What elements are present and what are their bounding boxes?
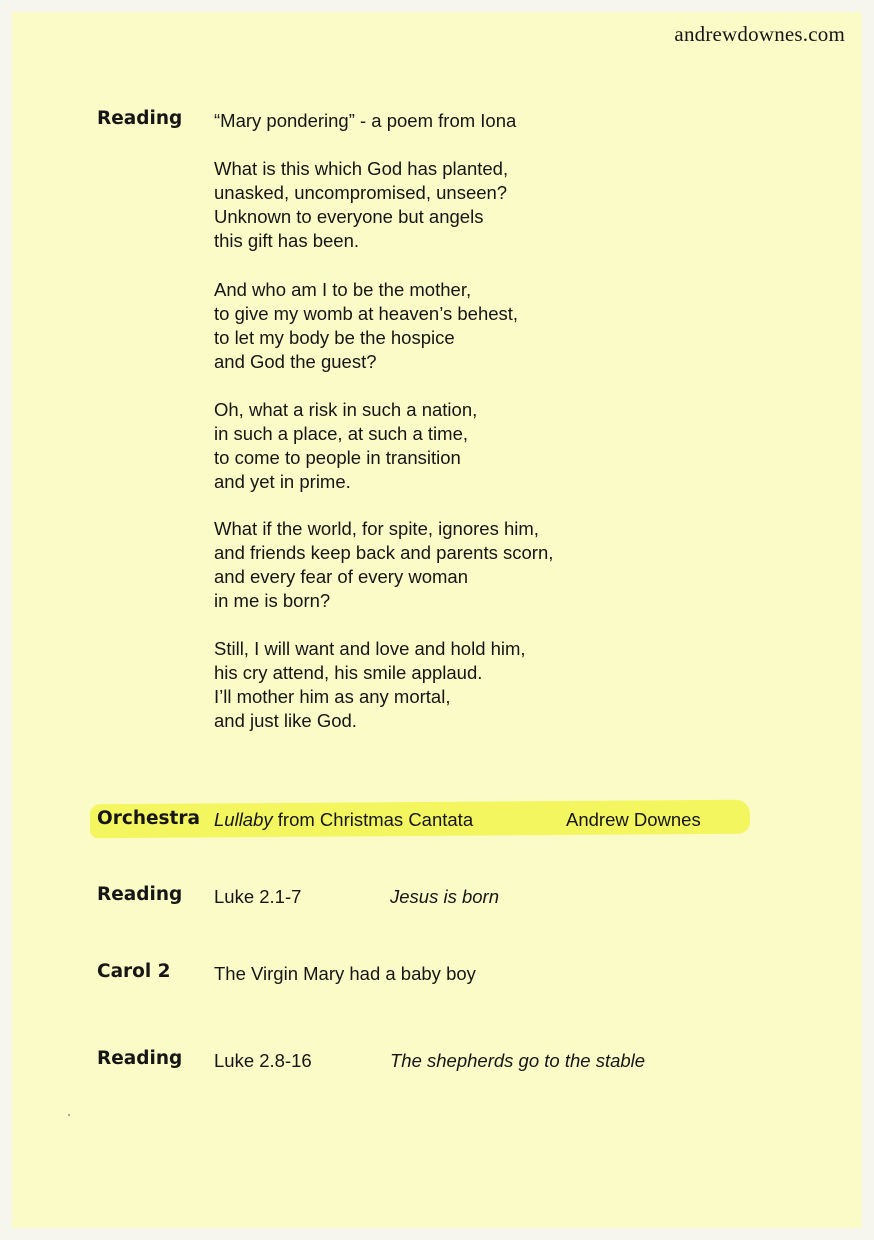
poem-line: in me is born? [214, 590, 331, 611]
poem-line: Unknown to everyone but angels [214, 206, 484, 227]
poem-line: this gift has been. [214, 230, 360, 251]
poem-stanza [214, 637, 526, 733]
reading-subtitle: Jesus is born [390, 886, 499, 907]
carol-title: The Virgin Mary had a baby boy [214, 963, 476, 984]
poem-line: in such a place, at such a time, [214, 423, 468, 444]
poem-line: I’ll mother him as any mortal, [214, 686, 451, 707]
poem-line: to give my womb at heaven’s behest, [214, 303, 519, 324]
poem-line: and just like God. [214, 710, 357, 731]
poem-line: to come to people in transition [214, 447, 461, 468]
poem-line: and God the guest? [214, 351, 377, 372]
poem-line: and yet in prime. [214, 471, 351, 492]
orchestra-label: Orchestra [97, 808, 200, 829]
poem-stanza [214, 398, 477, 494]
poem-line: to let my body be the hospice [214, 327, 455, 348]
piece-source: from Christmas Cantata [272, 809, 474, 830]
poem-line: What is this which God has planted, [214, 158, 509, 179]
reading-reference: Luke 2.1-7 [214, 886, 302, 907]
reading-reference: Luke 2.8-16 [214, 1050, 312, 1071]
poem-title: “Mary pondering” - a poem from Iona [214, 110, 517, 131]
poem-line: What if the world, for spite, ignores him, [214, 518, 539, 539]
orchestra-composer: Andrew Downes [566, 809, 701, 830]
program-page [12, 12, 862, 1228]
poem-line: and friends keep back and parents scorn, [214, 542, 554, 563]
orchestra-piece [214, 809, 473, 831]
poem-line: Oh, what a risk in such a nation, [214, 399, 478, 420]
reading-label: Reading [97, 108, 183, 129]
piece-title: Lullaby [214, 809, 273, 830]
poem-line: Still, I will want and love and hold him, [214, 638, 526, 659]
reading-subtitle: The shepherds go to the stable [390, 1050, 646, 1071]
speck [68, 1114, 70, 1116]
reading-label: Reading [97, 884, 183, 905]
poem-line: his cry attend, his smile applaud. [214, 662, 483, 683]
carol-label: Carol 2 [97, 961, 171, 982]
poem-line: unasked, uncompromised, unseen? [214, 182, 508, 203]
poem-stanza [214, 157, 508, 253]
poem-line: And who am I to be the mother, [214, 279, 472, 300]
poem-line: and every fear of every woman [214, 566, 468, 587]
poem-stanza [214, 278, 518, 374]
poem-stanza [214, 517, 553, 613]
site-url: andrewdownes.com [674, 22, 845, 46]
reading-label: Reading [97, 1048, 183, 1069]
